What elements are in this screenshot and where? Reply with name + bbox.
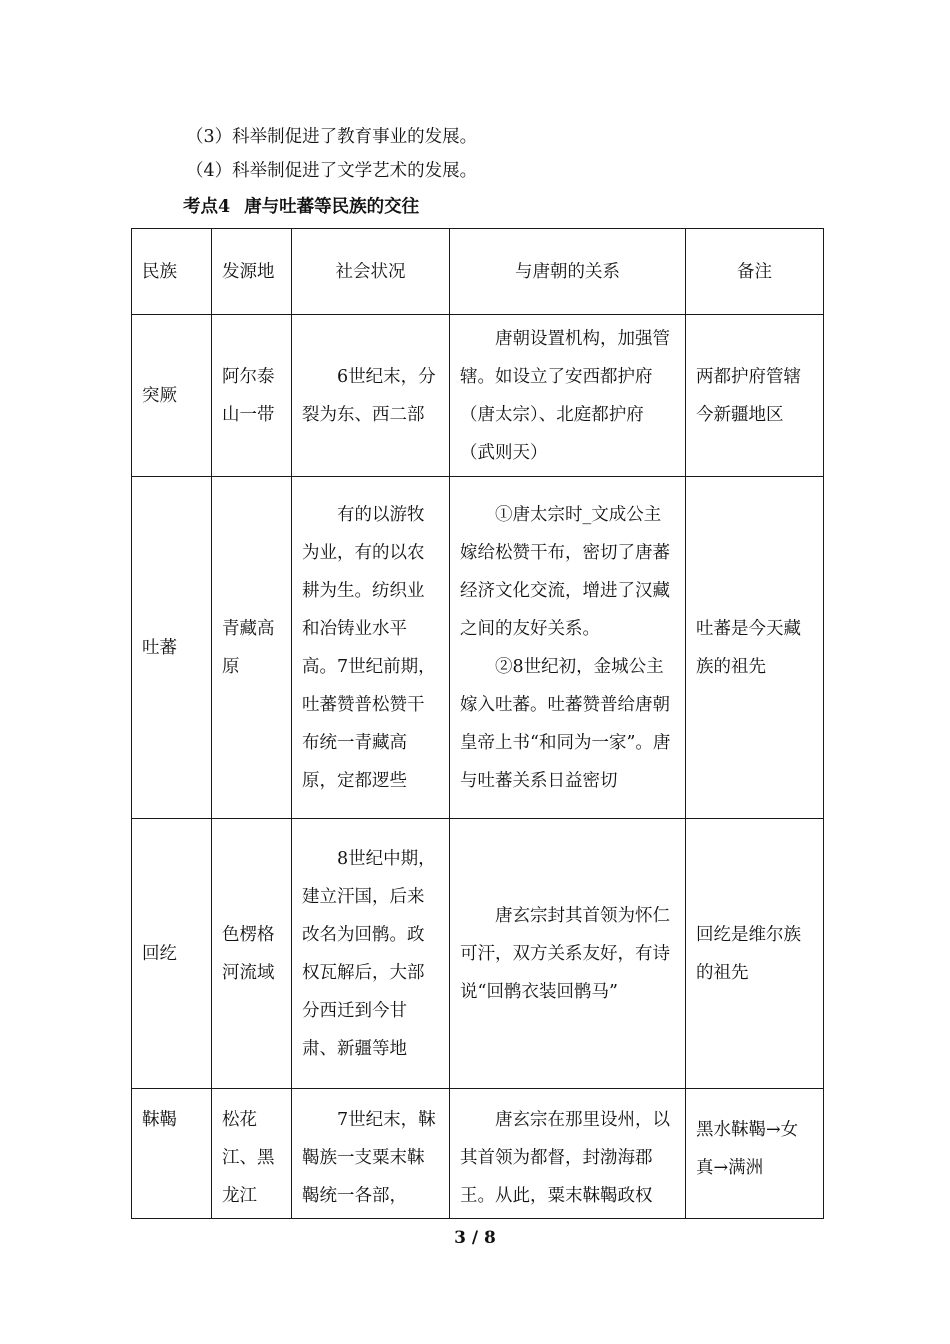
- cell-relation: [450, 477, 686, 819]
- table-row: [132, 477, 824, 819]
- relation-paragraph-2: ②8世纪初，金城公主嫁入吐蕃。吐蕃赞普给唐朝皇帝上书“和同为一家”。唐与吐蕃关系日益密切: [460, 656, 671, 791]
- cell-origin: 青藏高原: [212, 477, 292, 819]
- relation-paragraph-1: ①唐太宗时_文成公主嫁给松赞干布，密切了唐蕃经济文化交流，增进了汉藏之间的友好关系。: [460, 504, 670, 639]
- cell-note: 两都护府管辖今新疆地区: [686, 315, 824, 477]
- section-heading: [183, 196, 433, 218]
- header-relation: 与唐朝的关系: [450, 229, 686, 315]
- table-header-row: [132, 229, 824, 315]
- cell-society: 6世纪末，分裂为东、西二部: [292, 315, 450, 477]
- cell-ethnic: 突厥: [132, 315, 212, 477]
- cell-origin: 色楞格河流域: [212, 819, 292, 1089]
- cell-society: 8世纪中期，建立汗国，后来改名为回鹘。政权瓦解后，大部分西迁到今甘肃、新疆等地: [292, 819, 450, 1089]
- table-row: [132, 315, 824, 477]
- intro-line-2: （4）科举制促进了文学艺术的发展。: [186, 161, 478, 181]
- cell-note: 吐蕃是今天藏族的祖先: [686, 477, 824, 819]
- ethnic-relations-table: [131, 228, 824, 1219]
- cell-ethnic: 吐蕃: [132, 477, 212, 819]
- cell-relation: 唐玄宗封其首领为怀仁可汗，双方关系友好，有诗说“回鹘衣装回鹘马”: [450, 819, 686, 1089]
- cell-relation: 唐朝设置机构，加强管辖。如设立了安西都护府（唐太宗）、北庭都护府（武则天）: [450, 315, 686, 477]
- section-title: 唐与吐蕃等民族的交往: [244, 197, 420, 217]
- cell-relation: 唐玄宗在那里设州，以其首领为都督，封渤海郡王。从此，粟末靺鞨政权: [450, 1089, 686, 1219]
- header-note: 备注: [686, 229, 824, 315]
- cell-origin: 松花江、黑龙江: [212, 1089, 292, 1219]
- table-row: [132, 1089, 824, 1219]
- cell-ethnic: 靺鞨: [132, 1089, 212, 1219]
- intro-line-1: （3）科举制促进了教育事业的发展。: [186, 127, 478, 147]
- cell-society: 7世纪末，靺鞨族一支粟末靺鞨统一各部，: [292, 1089, 450, 1219]
- cell-society: 有的以游牧为业，有的以农耕为生。纺织业和冶铸业水平高。7世纪前期，吐蕃赞普松赞干布统一青藏高原，定都逻些: [292, 477, 450, 819]
- table-row: [132, 819, 824, 1089]
- page-number: 3 / 8: [454, 1228, 496, 1248]
- header-society: 社会状况: [292, 229, 450, 315]
- section-number: 考点4: [183, 197, 231, 217]
- cell-origin: 阿尔泰山一带: [212, 315, 292, 477]
- header-ethnic: 民族: [132, 229, 212, 315]
- header-origin: 发源地: [212, 229, 292, 315]
- cell-note: 黑水靺鞨→女真→满洲: [686, 1089, 824, 1219]
- cell-note: 回纥是维尔族的祖先: [686, 819, 824, 1089]
- cell-ethnic: 回纥: [132, 819, 212, 1089]
